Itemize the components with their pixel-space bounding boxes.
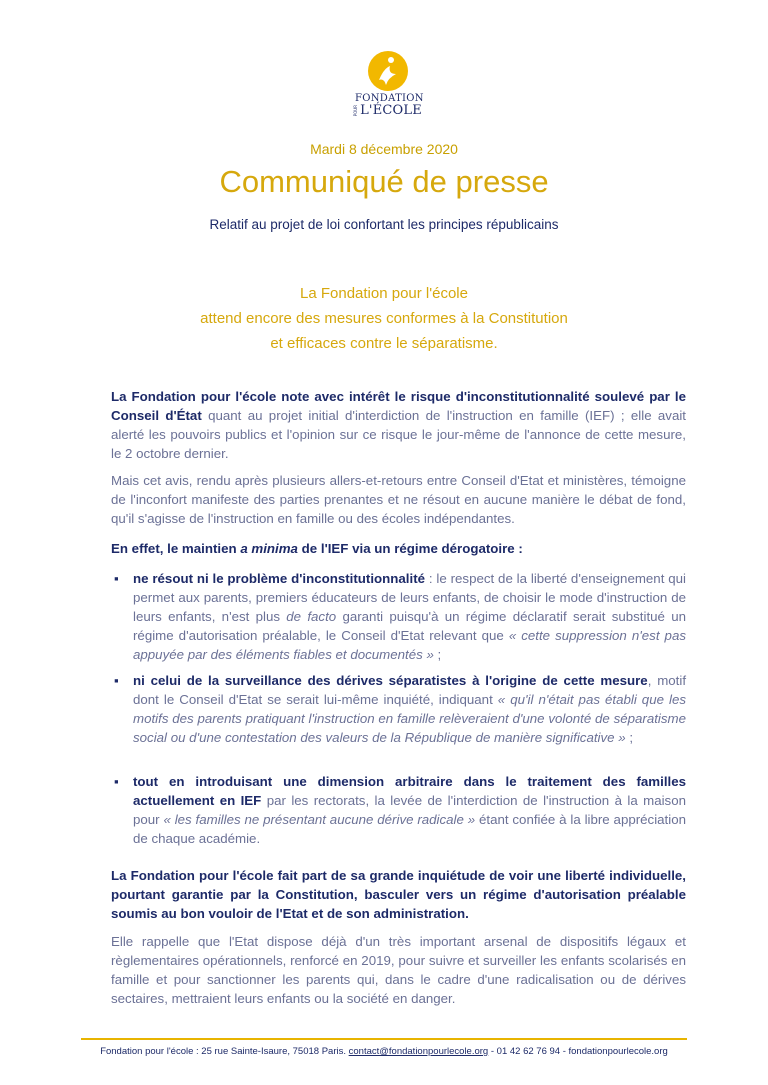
fondation-logo <box>353 50 424 120</box>
logo-text-ecole: L'ÉCOLE <box>360 103 422 118</box>
paragraph-3-text-a: En effet, le maintien <box>111 541 241 556</box>
headline-line-3: et efficaces contre le séparatisme. <box>270 335 498 352</box>
fondation-logo-icon <box>366 50 410 92</box>
paragraph-1 <box>111 387 686 463</box>
logo-text-pour: POUR <box>353 104 359 117</box>
release-date: Mardi 8 décembre 2020 <box>310 141 458 157</box>
footer <box>0 1046 768 1057</box>
bullet-marker-icon: ▪ <box>114 673 119 688</box>
paragraph-4-text: La Fondation pour l'école fait part de sa grande inquiétude de voir une liberté individuelle, pourtant garantie par la Constitution, basculer vers un régime d'autorisation préalable soumis au bon vouloir de l'Etat et de son administration. <box>111 868 686 921</box>
bullet-1-italic-1: de facto <box>286 609 337 624</box>
bullet-2-text-b: ; <box>625 730 634 745</box>
bullet-1-quote: « cette suppression n'est pas appuyée par des éléments fiables et documentés » <box>133 628 686 662</box>
bullet-1-text-a: : le respect de la liberté d'enseignement qui permet aux parents, premiers éducateurs de leurs enfants, de choisir le mode d'instruction de leurs enfants, n'est plus <box>133 571 686 624</box>
bullet-2-emphasis: ni celui de la surveillance des dérives séparatistes à l'origine de cette mesure <box>133 673 648 688</box>
logo-text-fondation: FONDATION <box>355 93 424 104</box>
page-subtitle: Relatif au projet de loi confortant les principes républicains <box>209 217 559 232</box>
bullet-3-emphasis: tout en introduisant une dimension arbitraire dans le traitement des familles actuellement en IEF <box>133 774 686 808</box>
footer-contact: - 01 42 62 76 94 - fondationpourlecole.org <box>488 1046 668 1057</box>
bullet-1-emphasis: ne résout ni le problème d'inconstitutionnalité <box>133 571 426 586</box>
footer-divider <box>81 1038 687 1040</box>
footer-email-link[interactable]: contact@fondationpourlecole.org <box>348 1046 489 1057</box>
paragraph-3-italic: a minima <box>240 541 298 556</box>
footer-address: Fondation pour l'école : 25 rue Sainte-Isaure, 75018 Paris. <box>100 1046 349 1057</box>
bullet-1-text-b: garanti puisqu'à un régime déclaratif serait substitué un régime d'autorisation préalable, le Conseil d'Etat relevant que <box>133 609 686 643</box>
page-title: Communiqué de presse <box>219 164 549 199</box>
headline <box>0 281 768 356</box>
headline-line-2: attend encore des mesures conformes à la Constitution <box>200 310 568 327</box>
paragraph-5 <box>111 932 686 1008</box>
paragraph-4 <box>111 866 686 923</box>
bullet-1-text-c: ; <box>433 647 442 662</box>
bullet-2-text-a: , motif dont le Conseil d'Etat se serait lui-même inquiété, indiquant <box>133 673 687 707</box>
paragraph-3 <box>111 539 686 558</box>
paragraph-3-text-b: de l'IEF via un régime dérogatoire : <box>297 541 523 556</box>
bullet-marker-icon: ▪ <box>114 571 119 586</box>
paragraph-1-emphasis: La Fondation pour l'école note avec intérêt le risque d'inconstitutionnalité soulevé par le Conseil d'État <box>111 389 686 423</box>
paragraph-1-text: quant au projet initial d'interdiction de l'instruction en famille (IEF) ; elle avait alerté les pouvoirs publics et l'opinion sur ce risque le jour-même de l'annonce de cette mesure, le 2 octobre dernier. <box>111 408 687 461</box>
bullet-marker-icon: ▪ <box>114 774 119 789</box>
paragraph-2-text: Mais cet avis, rendu après plusieurs allers-et-retours entre Conseil d'Etat et ministères, témoigne de l'inconfort manifeste des parties prenantes et ne résout en aucune manière le débat de fond, qu'il s'agisse de l'instruction en famille ou des écoles indépendantes. <box>111 473 686 526</box>
bullet-3-text-b: étant confiée à la libre appréciation de chaque académie. <box>133 812 686 846</box>
paragraph-5-text: Elle rappelle que l'Etat dispose déjà d'un très important arsenal de dispositifs légaux et règlementaires opérationnels, renforcé en 2019, pour suivre et surveiller les enfants scolarisés en famille et pour sanctionner les parents qui, dans le cadre d'une radicalisation ou de dérives sectaires, mettraient leurs enfants ou la société en danger. <box>111 934 686 1006</box>
bullet-3-quote: « les familles ne présentant aucune dérive radicale » <box>163 812 476 827</box>
paragraph-2 <box>111 471 686 528</box>
bullet-2-quote: « qu'il n'était pas établi que les motifs des parents pratiquant l'instruction en famille relèveraient d'une volonté de séparatisme social ou d'une contestation des valeurs de la République de manière significative » <box>133 692 687 745</box>
headline-line-1: La Fondation pour l'école <box>300 285 468 302</box>
bullet-3-text-a: par les rectorats, la levée de l'interdiction de l'instruction à la maison pour <box>133 793 686 827</box>
